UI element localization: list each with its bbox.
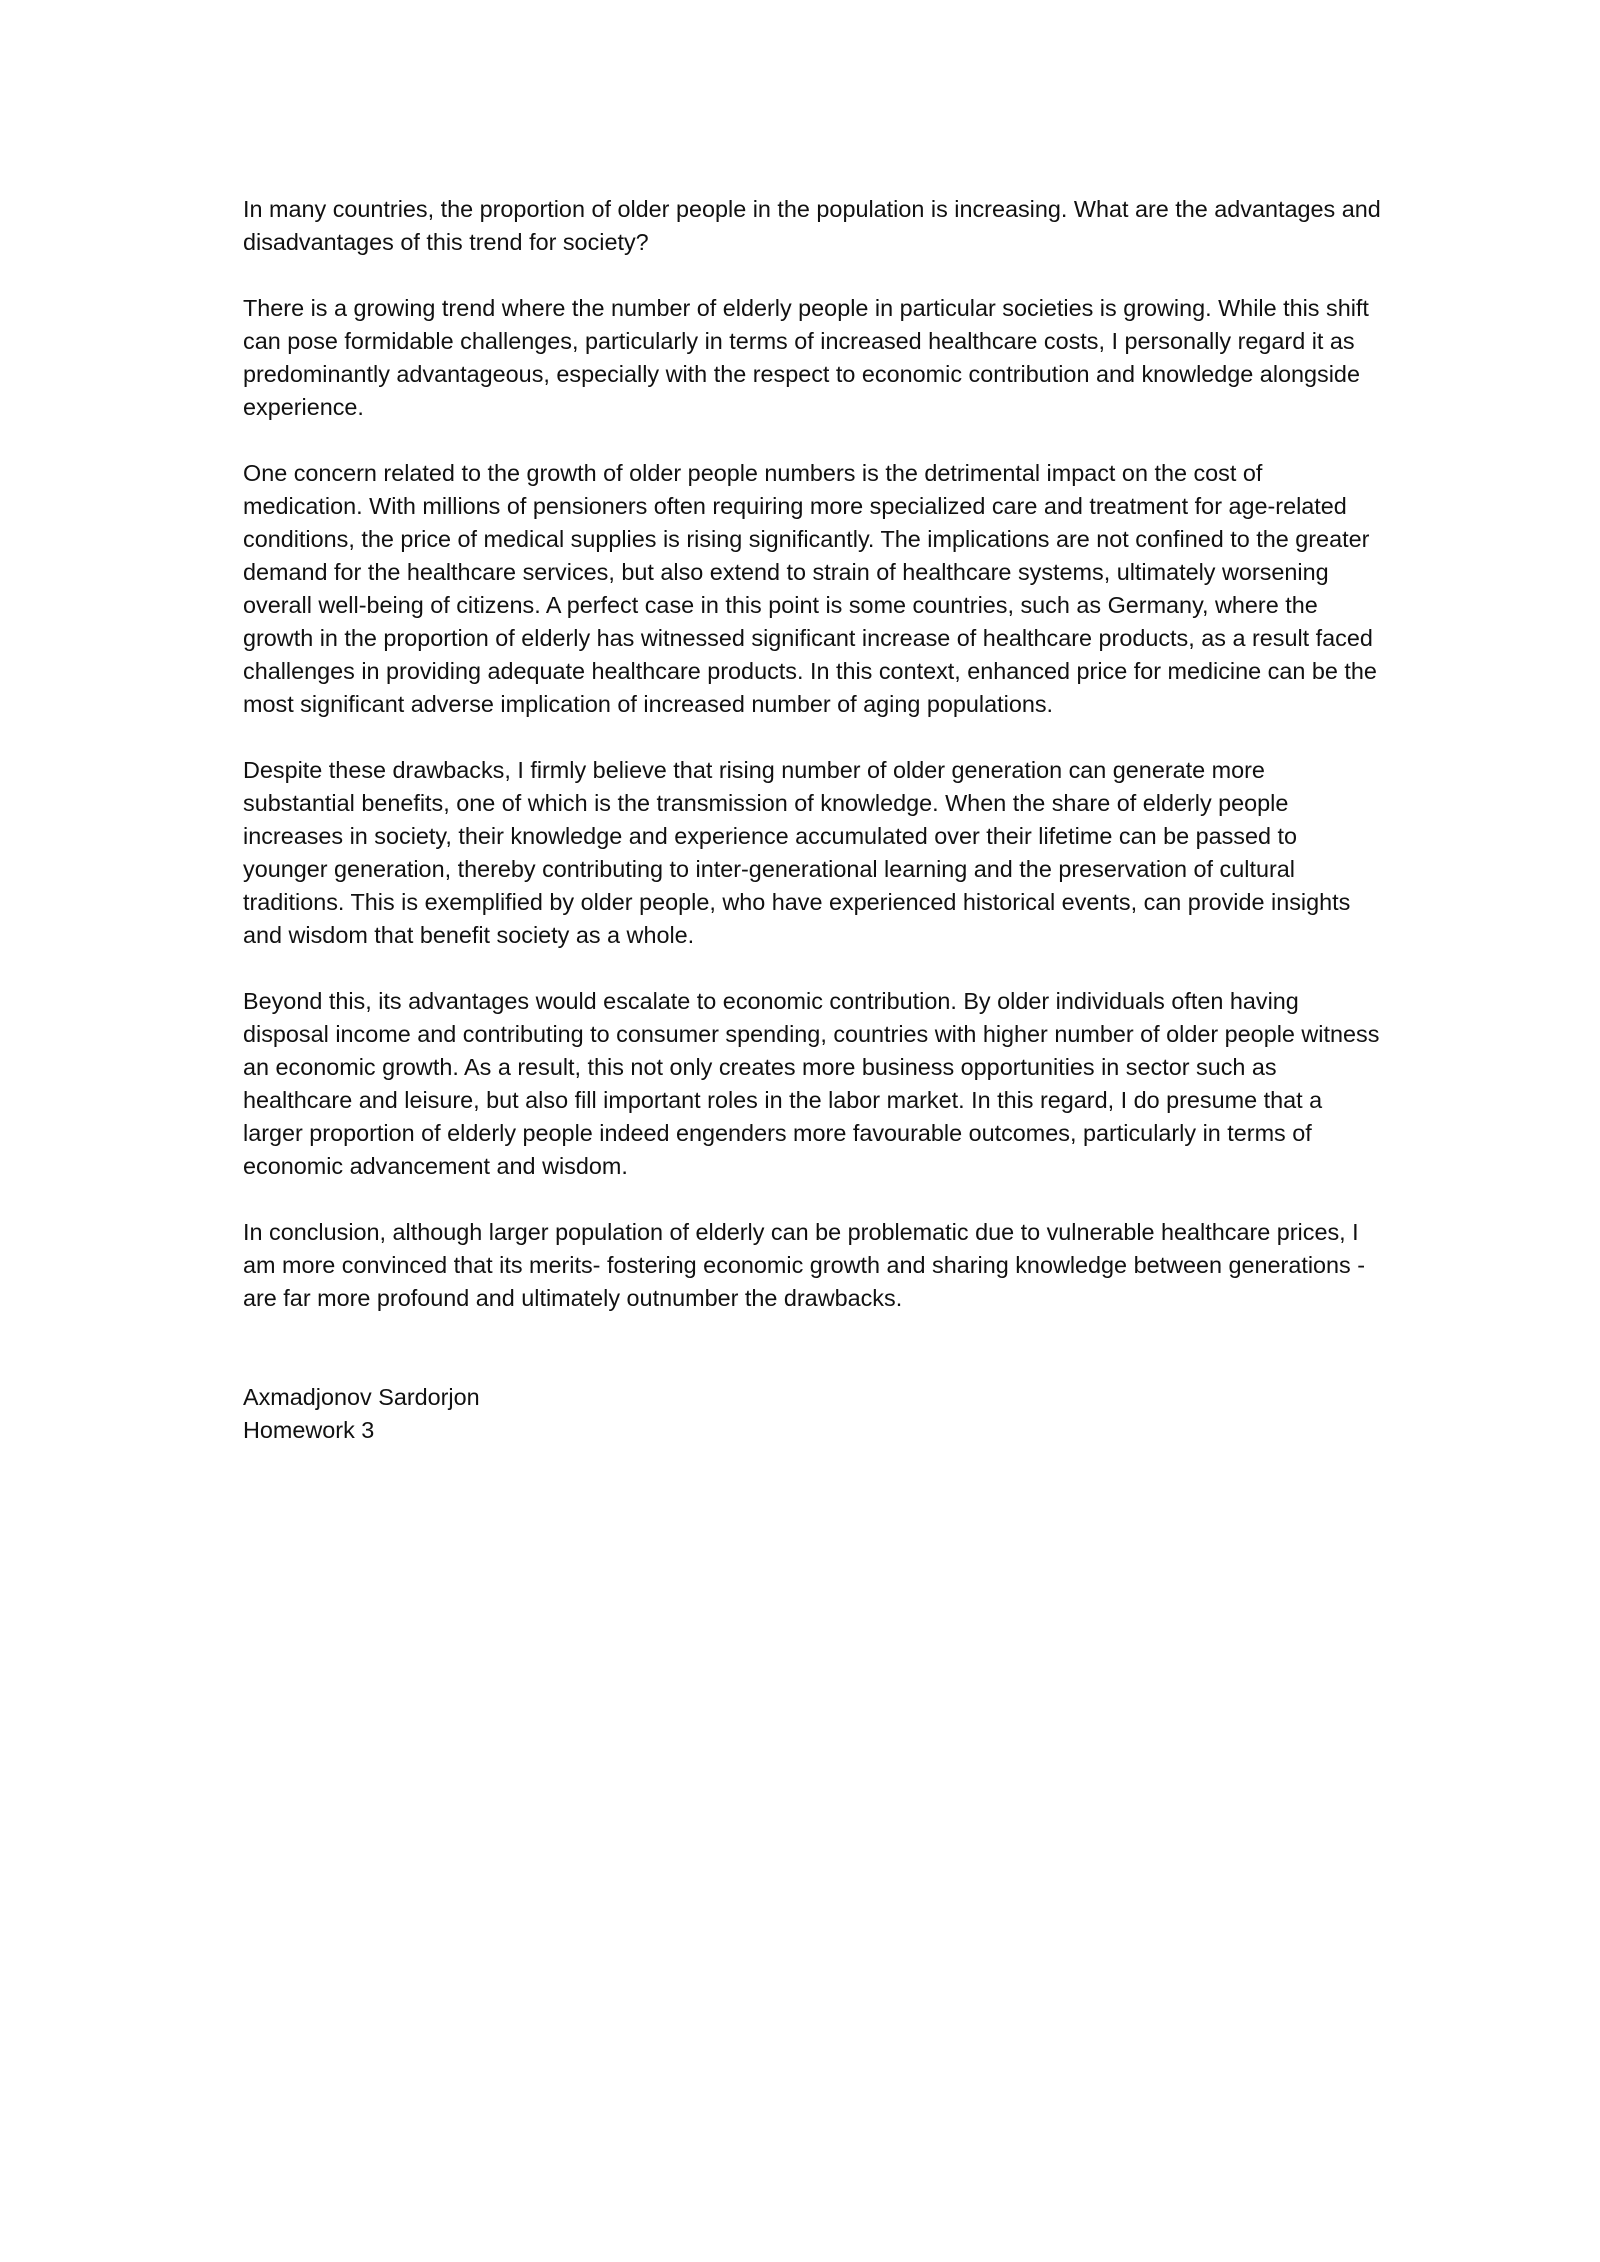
body-paragraph-2: Despite these drawbacks, I firmly believe that rising number of older generation can generate more substantial benefits, one of which is the transmission of knowledge. When the share of elderly people increases in society, their knowledge and experience accumulated over their lifetime can be passed to younger generation, thereby contributing to inter-generational learning and the preservation of cultural traditions. This is exemplified by older people, who have experienced historical events, can provide insights and wisdom that benefit society as a whole. [243, 757, 1364, 948]
assignment-label: Homework 3 [243, 1417, 375, 1443]
conclusion-paragraph: In conclusion, although larger population of elderly can be problematic due to vulnerable healthcare prices, I am more convinced that its merits- fostering economic growth and sharing knowledge between generations -are far more profound and ultimately outnumber the drawbacks. [243, 1219, 1366, 1311]
author-name: Axmadjonov Sardorjon [243, 1384, 480, 1410]
essay-prompt: In many countries, the proportion of older people in the population is increasing. What are the advantages and disadvantages of this trend for society? [243, 196, 1388, 255]
signature-block [243, 1381, 1383, 1447]
intro-paragraph: There is a growing trend where the number of elderly people in particular societies is growing. While this shift can pose formidable challenges, particularly in terms of increased healthcare costs, I personally regard it as predominantly advantageous, especially with the respect to economic contribution and knowledge alongside experience. [243, 295, 1376, 420]
document-body [243, 193, 1388, 1447]
body-paragraph-1: One concern related to the growth of older people numbers is the detrimental impact on the cost of medication. With millions of pensioners often requiring more specialized care and treatment for age-related conditions, the price of medical supplies is rising significantly. The implications are not confined to the greater demand for the healthcare services, but also extend to strain of healthcare systems, ultimately worsening overall well-being of citizens. A perfect case in this point is some countries, such as Germany, where the growth in the proportion of elderly has witnessed significant increase of healthcare products, as a result faced challenges in providing adequate healthcare products. In this context, enhanced price for medicine can be the most significant adverse implication of increased number of aging populations. [243, 460, 1384, 717]
body-paragraph-3: Beyond this, its advantages would escalate to economic contribution. By older individuals often having disposal income and contributing to consumer spending, countries with higher number of older people witness an economic growth. As a result, this not only creates more business opportunities in sector such as healthcare and leisure, but also fill important roles in the labor market. In this regard, I do presume that a larger proportion of elderly people indeed engenders more favourable outcomes, particularly in terms of economic advancement and wisdom. [243, 988, 1386, 1179]
